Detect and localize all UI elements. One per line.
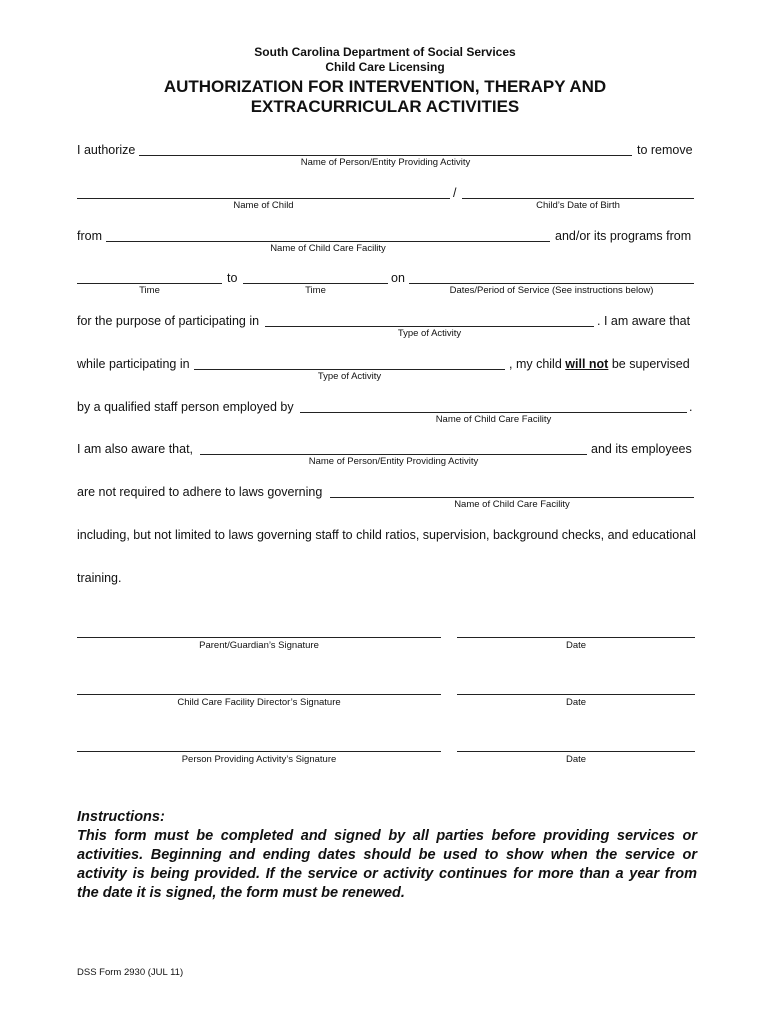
end-time-caption: Time bbox=[305, 285, 326, 296]
end-time-field[interactable] bbox=[243, 283, 388, 284]
row8-suffix: and its employees bbox=[591, 442, 692, 456]
employing-facility-caption: Name of Child Care Facility bbox=[435, 414, 552, 425]
director-signature-field[interactable] bbox=[77, 694, 441, 695]
row4-on: on bbox=[391, 271, 405, 285]
instructions bbox=[77, 808, 697, 903]
row6-prefix: while participating in bbox=[77, 357, 190, 371]
row5-suffix: . I am aware that bbox=[597, 314, 691, 328]
child-dob-field[interactable] bbox=[462, 198, 694, 199]
governing-facility-field[interactable] bbox=[330, 497, 694, 498]
employing-facility-field[interactable] bbox=[300, 412, 687, 413]
provider-date-caption: Date bbox=[565, 754, 587, 765]
start-time-field[interactable] bbox=[77, 283, 222, 284]
activity-type-caption-2: Type of Activity bbox=[317, 371, 382, 382]
activity-type-field[interactable] bbox=[265, 326, 594, 327]
child-name-caption: Name of Child bbox=[233, 200, 294, 211]
row6-suffix-a: , my child bbox=[509, 357, 562, 371]
form-title bbox=[0, 77, 770, 117]
row9-prefix: are not required to adhere to laws governing bbox=[77, 485, 323, 499]
child-dob-caption: Child’s Date of Birth bbox=[536, 200, 620, 211]
service-dates-field[interactable] bbox=[409, 283, 694, 284]
unit-name: Child Care Licensing bbox=[325, 60, 445, 74]
provider-name-field[interactable] bbox=[139, 155, 632, 156]
instructions-heading: Instructions: bbox=[77, 809, 165, 825]
row8-prefix: I am also aware that, bbox=[77, 442, 194, 456]
facility-name-caption: Name of Child Care Facility bbox=[270, 243, 386, 254]
laws-text: including, but not limited to laws governing staff to child ratios, supervision, background checks, and educational bbox=[77, 528, 696, 542]
provider-signature-caption: Person Providing Activity’s Signature bbox=[181, 754, 337, 765]
director-date-caption: Date bbox=[565, 697, 587, 708]
form-id: DSS Form 2930 (JUL 11) bbox=[77, 967, 184, 978]
activity-type-caption: Type of Activity bbox=[397, 328, 462, 339]
parent-signature-field[interactable] bbox=[77, 637, 441, 638]
row1-prefix: I authorize bbox=[77, 143, 136, 157]
provider-name-field-2[interactable] bbox=[200, 454, 587, 455]
start-time-caption: Time bbox=[139, 285, 160, 296]
governing-facility-caption: Name of Child Care Facility bbox=[454, 499, 570, 510]
agency-name: South Carolina Department of Social Services bbox=[254, 45, 516, 59]
row7-suffix: . bbox=[689, 400, 693, 414]
child-name-field[interactable] bbox=[77, 198, 450, 199]
parent-date-field[interactable] bbox=[457, 637, 695, 638]
activity-type-field-2[interactable] bbox=[194, 369, 505, 370]
director-date-field[interactable] bbox=[457, 694, 695, 695]
instructions-body: This form must be completed and signed by all parties before providing services or activities. Beginning and ending dates should be used to show when the service or activity is being provided. If the service or activity continues for more than a year from the date it is signed, the form must be renewed. bbox=[77, 828, 697, 901]
parent-signature-caption: Parent/Guardian’s Signature bbox=[199, 640, 319, 651]
parent-date-caption: Date bbox=[565, 640, 587, 651]
row1-suffix: to remove bbox=[637, 143, 693, 157]
row4-to: to bbox=[227, 271, 238, 285]
row6-suffix bbox=[509, 357, 690, 372]
will-not-emphasis: will not bbox=[565, 357, 609, 371]
form-title-line1: AUTHORIZATION FOR INTERVENTION, THERAPY AND bbox=[163, 77, 607, 96]
row3-prefix: from bbox=[77, 229, 102, 243]
row6-suffix-b: be supervised bbox=[611, 357, 690, 371]
provider-name-caption-2: Name of Person/Entity Providing Activity bbox=[308, 456, 479, 467]
form-title-line2: EXTRACURRICULAR ACTIVITIES bbox=[250, 97, 520, 116]
row7-prefix: by a qualified staff person employed by bbox=[77, 400, 294, 414]
row5-prefix: for the purpose of participating in bbox=[77, 314, 260, 328]
provider-name-caption: Name of Person/Entity Providing Activity bbox=[300, 157, 471, 168]
provider-date-field[interactable] bbox=[457, 751, 695, 752]
director-signature-caption: Child Care Facility Director’s Signature bbox=[177, 697, 341, 708]
service-dates-caption: Dates/Period of Service (See instructions below) bbox=[449, 285, 654, 296]
provider-signature-field[interactable] bbox=[77, 751, 441, 752]
row3-suffix: and/or its programs from bbox=[555, 229, 692, 243]
facility-name-field[interactable] bbox=[106, 241, 550, 242]
training-text: training. bbox=[77, 571, 122, 585]
row2-separator: / bbox=[453, 186, 457, 200]
